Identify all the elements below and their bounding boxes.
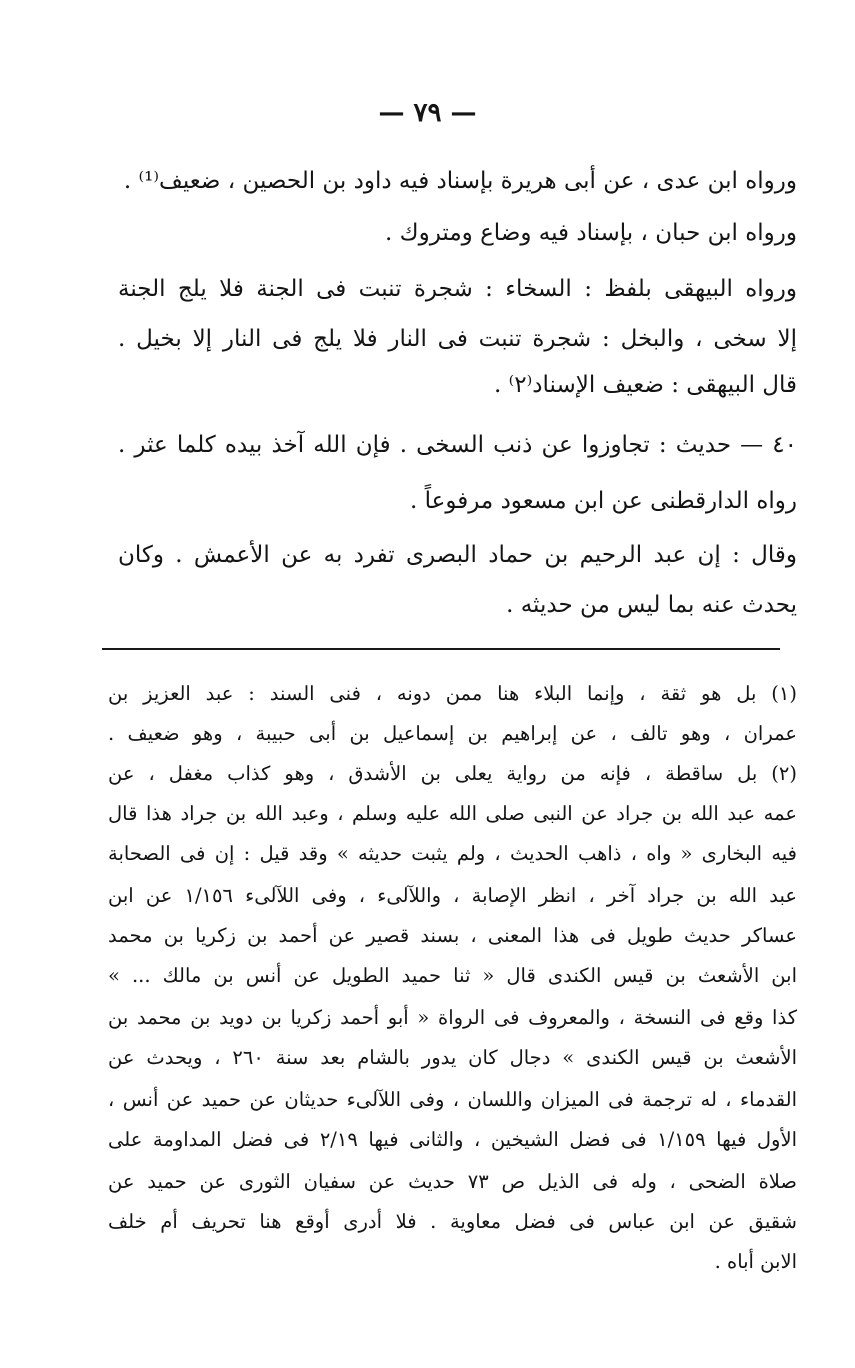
main-line: يحدث عنه بما ليس من حديثه . [506, 592, 797, 618]
main-line: قال البيهقى : ضعيف الإسناد⁽٢⁾ . [493, 372, 797, 398]
main-line: وقال : إن عبد الرحيم بن حماد البصرى تفرد به عن الأعمش . وكان [118, 542, 797, 568]
footnote-line: (٢) بل ساقطة ، فإنه من رواية يعلى بن الأشدق ، وهو كذاب مغفل ، عن [108, 762, 797, 785]
footnote-line: عمه عبد الله بن جراد عن النبى صلى الله عليه وسلم ، وعبد الله بن جراد هذا قال [108, 802, 797, 825]
footnote-line: عمران ، وهو تالف ، عن إبراهيم بن إسماعيل بن أبى حبيبة ، وهو ضعيف . [108, 722, 797, 745]
main-line: ورواه ابن عدى ، عن أبى هريرة بإسناد فيه داود بن الحصين ، ضعيف⁽¹⁾ . [123, 168, 797, 194]
footnote-line: الابن أباه . [714, 1250, 797, 1273]
footnote-line: صلاة الضحى ، وله فى الذيل ص ٧٣ حديث عن سفيان الثورى عن حميد عن [108, 1170, 797, 1193]
footnote-line: الأول فيها ١/١٥٩ فى فضل الشيخين ، والثانى فيها ٢/١٩ فى فضل المداومة على [108, 1128, 797, 1151]
main-line: إلا سخى ، والبخل : شجرة تنبت فى النار فلا يلج فى النار إلا بخيل . [118, 326, 797, 352]
footnote-line: ابن الأشعث بن قيس الكندى قال « ثنا حميد الطويل عن أنس بن مالك ... » [108, 964, 797, 987]
footnote-line: عبد الله بن جراد آخر ، انظر الإصابة ، واللآلىء ، وفى اللآلىء ١/١٥٦ عن ابن [108, 884, 797, 907]
footnote-line: عساكر حديث طويل فى هذا المعنى ، بسند قصير عن أحمد بن زكريا بن محمد [108, 924, 797, 947]
main-line: ورواه البيهقى بلفظ : السخاء : شجرة تنبت فى الجنة فلا يلج الجنة [118, 276, 797, 302]
hadith-heading-line: ٤٠ — حديث : تجاوزوا عن ذنب السخى . فإن الله آخذ بيده كلما عثر . [118, 432, 797, 458]
main-line: رواه الدارقطنى عن ابن مسعود مرفوعاً . [410, 488, 797, 514]
footnote-line: شقيق عن ابن عباس فى فضل معاوية . فلا أدرى أوقع هنا تحريف أم خلف [108, 1210, 797, 1233]
footnote-line: فيه البخارى « واه ، ذاهب الحديث ، ولم يثبت حديثه » وقد قيل : إن فى الصحابة [108, 842, 797, 865]
footnote-divider [102, 648, 780, 650]
main-line: ورواه ابن حبان ، بإسناد فيه وضاع ومتروك . [385, 220, 797, 246]
page-number: — ٧٩ — [378, 98, 477, 128]
footnote-line: كذا وقع فى النسخة ، والمعروف فى الرواة « أبو أحمد زكريا بن دويد بن محمد بن [108, 1006, 797, 1029]
footnote-line: (١) بل هو ثقة ، وإنما البلاء هنا ممن دونه ، فنى السند : عبد العزيز بن [108, 682, 797, 705]
footnote-line: الأشعث بن قيس الكندى » دجال كان يدور بالشام بعد سنة ٢٦٠ ، ويحدث عن [108, 1046, 797, 1069]
footnote-line: القدماء ، له ترجمة فى الميزان واللسان ، وفى اللآلىء حديثان عن حميد عن أنس ، [108, 1088, 797, 1111]
